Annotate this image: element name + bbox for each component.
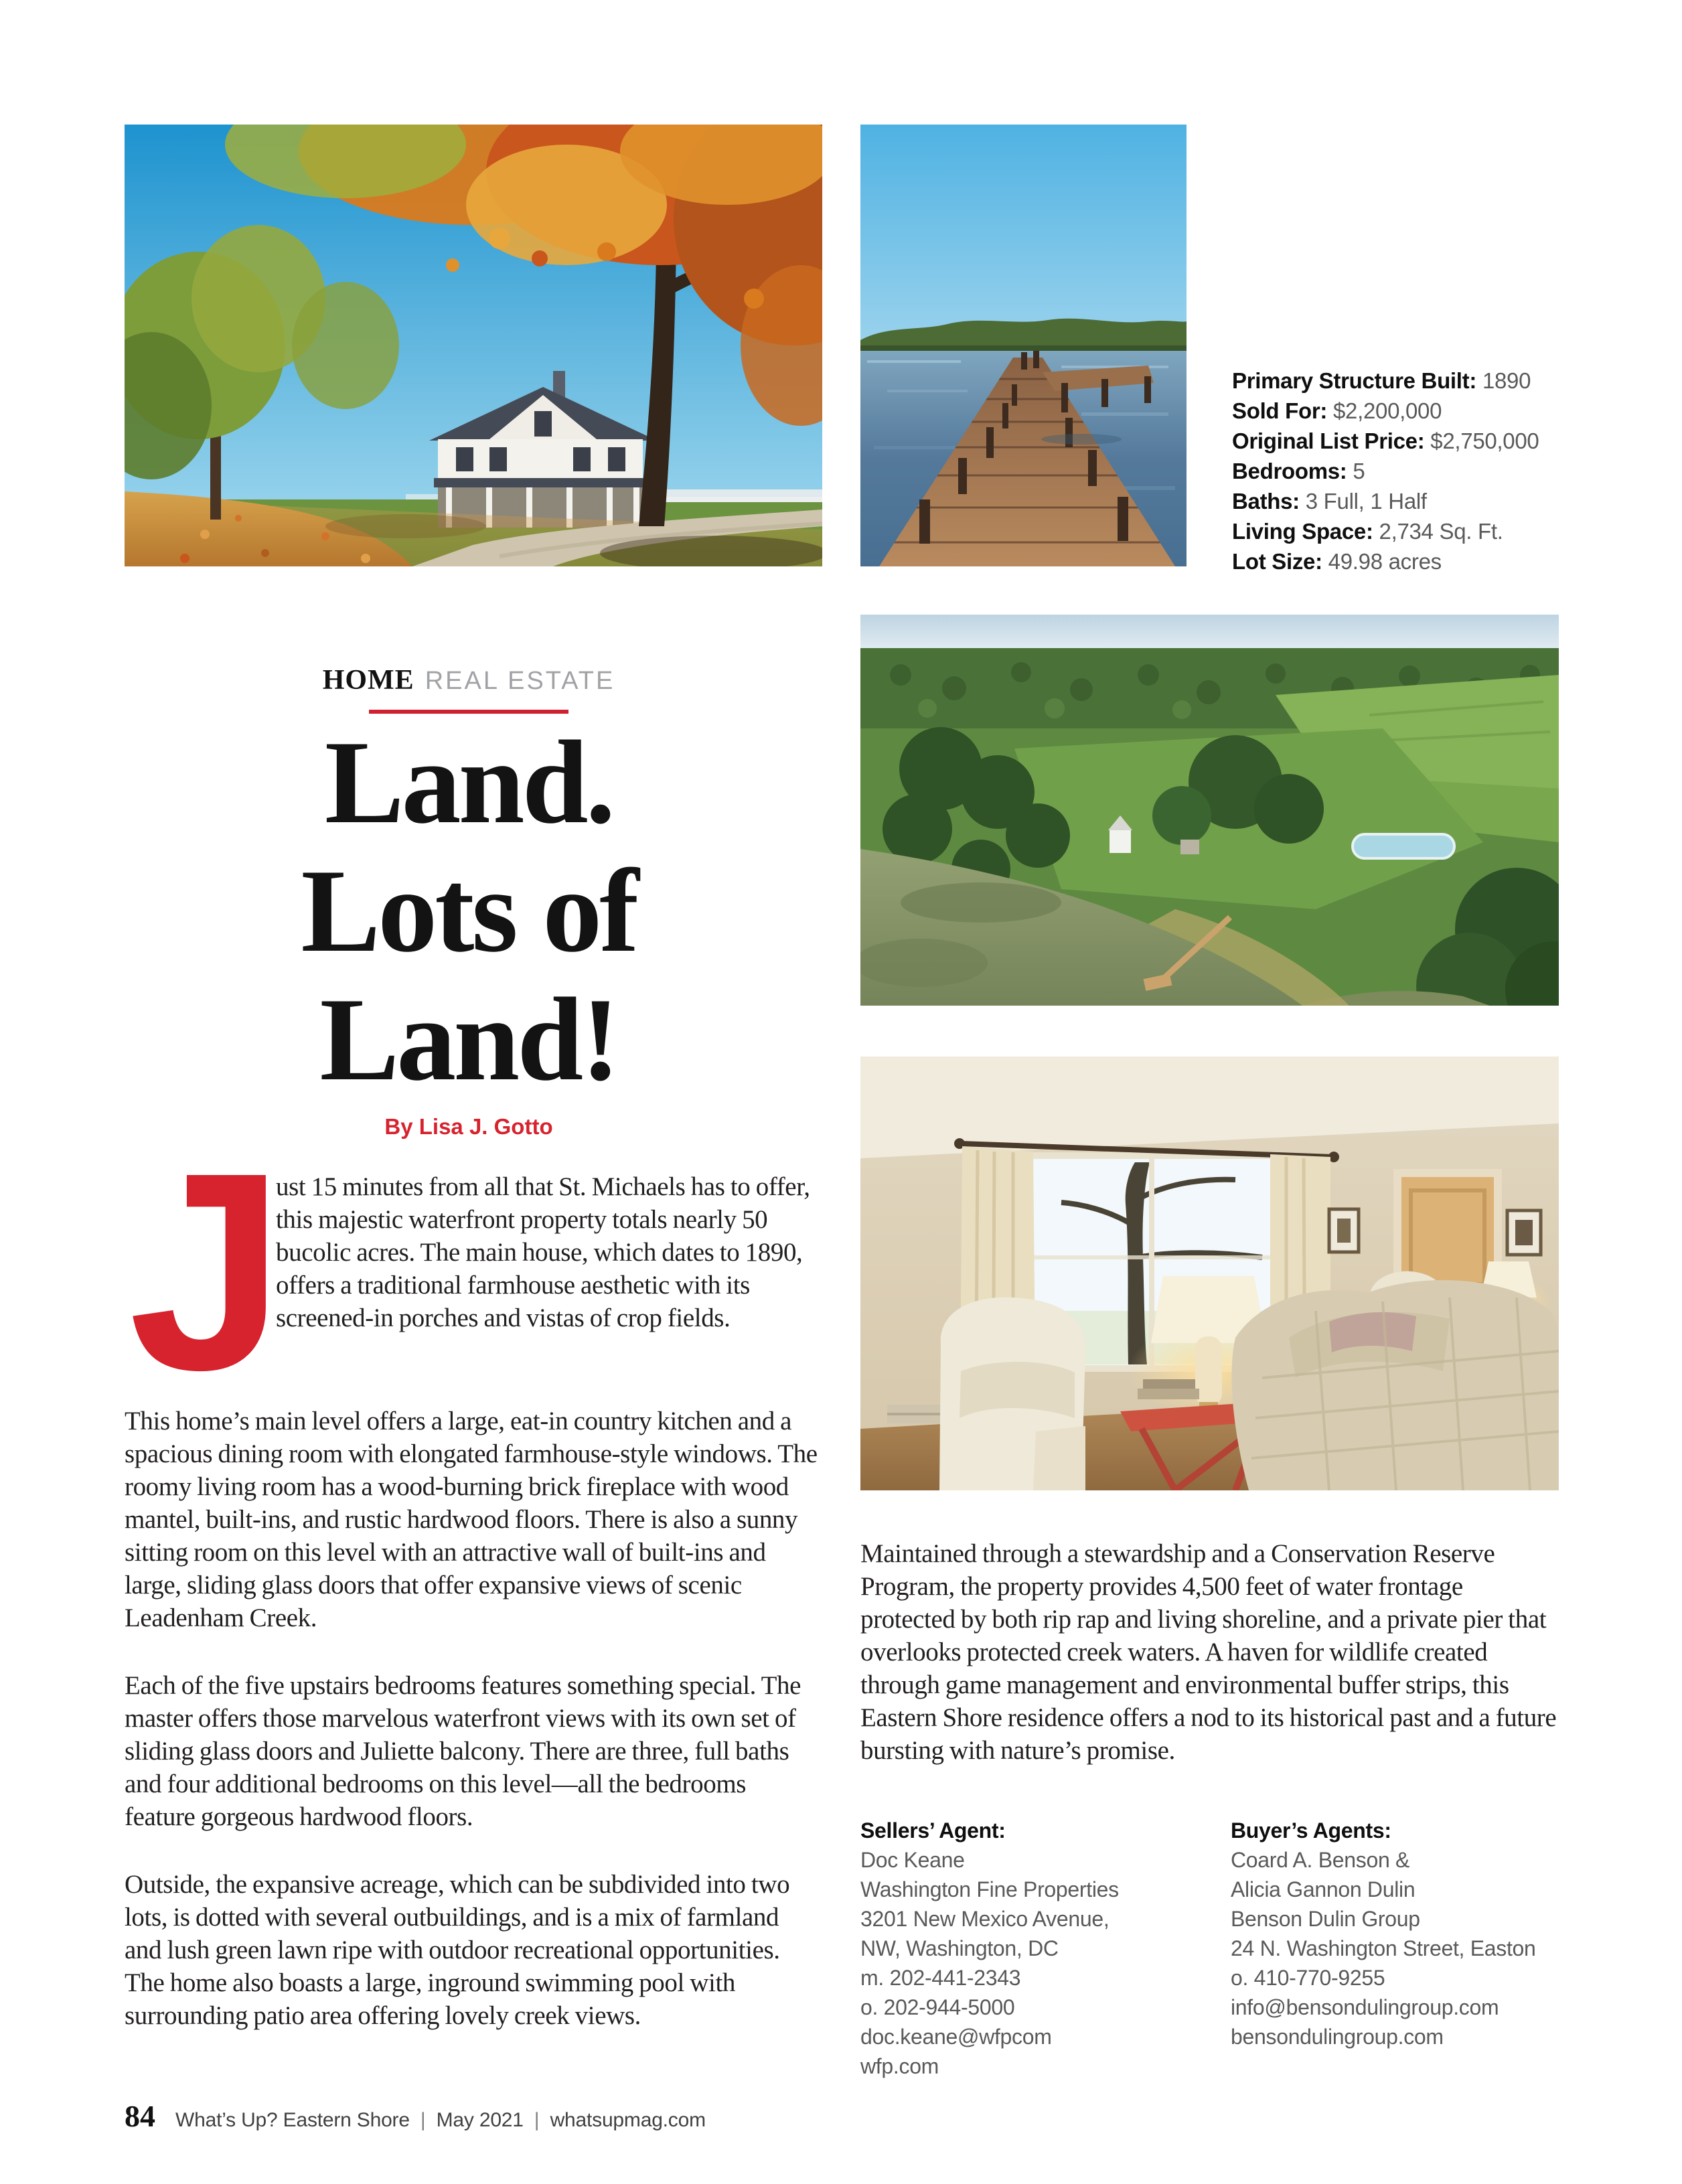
drop-cap: J — [129, 1115, 285, 1429]
title-line-1: Land. — [324, 716, 613, 848]
stat-line — [1232, 366, 1575, 396]
stat-value: 3 Full, 1 Half — [1305, 489, 1427, 514]
plaid-sofa — [1231, 1280, 1559, 1490]
stat-label: Baths: — [1232, 489, 1300, 514]
body-column-left — [125, 1405, 821, 2067]
stat-value: 49.98 acres — [1328, 549, 1442, 574]
living-room-photo — [860, 1057, 1559, 1490]
accent-rule — [369, 710, 568, 714]
aerial-property-photo — [860, 615, 1559, 1006]
stat-label: Primary Structure Built: — [1232, 368, 1477, 393]
buyers-agent-block — [1231, 1816, 1565, 2051]
stat-value: 1890 — [1482, 368, 1531, 393]
agent-line: 3201 New Mexico Avenue, — [860, 1907, 1110, 1931]
sellers-agent-label: Sellers’ Agent: — [860, 1818, 1006, 1843]
pier-illustration — [860, 125, 1187, 566]
stat-line — [1232, 396, 1575, 426]
footer-date: May 2021 — [436, 2109, 524, 2131]
aerial-illustration — [860, 615, 1559, 1006]
stat-label: Sold For: — [1232, 398, 1328, 423]
body-paragraph: This home’s main level offers a large, eat-in country kitchen and a spacious dining room with elongated farmhouse-style windows. The roomy living room has a wood-burning brick fireplace with wood mantel, built-ins, and rustic hardwood floors. There is also a sunny sitting room on this level with an attractive wall of built-ins and large, sliding glass doors that offer expansive views of scenic Leadenham Creek. — [125, 1407, 818, 1632]
agent-line: o. 410-770-9255 — [1231, 1966, 1385, 1990]
stat-label: Living Space: — [1232, 519, 1373, 544]
footer-separator: | — [534, 2109, 540, 2131]
stat-line — [1232, 486, 1575, 516]
farmhouse-autumn-photo — [125, 125, 822, 566]
footer-separator: | — [420, 2109, 426, 2131]
agent-line: Washington Fine Properties — [860, 1877, 1119, 1901]
footer-website: whatsupmag.com — [550, 2109, 706, 2131]
agent-website: bensondulingroup.com — [1231, 2025, 1444, 2049]
farmhouse-autumn-illustration — [125, 125, 822, 566]
body-paragraph: Outside, the expansive acreage, which can be subdivided into two lots, is dotted with several outbuildings, and is a mix of farmland and lush green lawn ripe with outdoor recreational opportunities. The home also boasts a large, inground swimming pool with surrounding patio area offering lovely creek views. — [125, 1870, 790, 2030]
body-paragraph: Each of the five upstairs bedrooms features something special. The master offers those marvelous waterfront views with its own set of sliding glass doors and Juliette balcony. There are three, full baths and four additional bedrooms on this level—all the bedrooms feature gorgeous hardwood floors. — [125, 1671, 801, 1831]
section-eyebrow — [125, 664, 813, 714]
title-line-3: Land! — [319, 973, 618, 1105]
stat-value: $2,750,000 — [1430, 428, 1539, 453]
agent-email: info@bensondulingroup.com — [1231, 1995, 1499, 2019]
article-title — [125, 718, 813, 1103]
agent-line: 24 N. Washington Street, Easton — [1231, 1936, 1536, 1960]
stat-label: Bedrooms: — [1232, 459, 1347, 483]
agent-line: Doc Keane — [860, 1848, 965, 1872]
buyers-agent-label: Buyer’s Agents: — [1231, 1818, 1391, 1843]
stat-value: 5 — [1353, 459, 1365, 483]
stat-value: 2,734 Sq. Ft. — [1379, 519, 1503, 544]
byline: By Lisa J. Gotto — [384, 1114, 553, 1139]
footer-magazine: What’s Up? Eastern Shore — [175, 2109, 410, 2131]
agent-line: Coard A. Benson & — [1231, 1848, 1410, 1872]
agent-line: Benson Dulin Group — [1231, 1907, 1420, 1931]
section-label: HOME — [322, 665, 414, 696]
stat-line — [1232, 426, 1575, 456]
body-column-right: Maintained through a stewardship and a Conservation Reserve Program, the property provides 4,500 feet of water frontage protected by both rip rap and living shoreline, and a private pier that overlooks protected creek waters. A haven for wildlife created through game management and environmental buffer strips, this Eastern Shore residence offers a nod to its historical past and a future bursting with nature’s promise. — [860, 1539, 1557, 1765]
living-room-illustration — [860, 1057, 1559, 1490]
stat-label: Original List Price: — [1232, 428, 1425, 453]
sellers-agent-block — [860, 1816, 1215, 2081]
private-pier-photo — [860, 125, 1187, 566]
stat-line — [1232, 456, 1575, 486]
agent-line: Alicia Gannon Dulin — [1231, 1877, 1416, 1901]
stat-line — [1232, 516, 1575, 546]
stat-line — [1232, 546, 1575, 576]
page-number: 84 — [125, 2099, 155, 2133]
stat-label: Lot Size: — [1232, 549, 1322, 574]
agent-line: o. 202-944-5000 — [860, 1995, 1015, 2019]
lead-paragraph: ust 15 minutes from all that St. Michaels has to offer, this majestic waterfront property totals nearly 50 bucolic acres. The main house, which dates to 1890, offers a traditional farmhouse aesthetic with its screened-in porches and vistas of crop fields. — [276, 1172, 810, 1332]
stat-value: $2,200,000 — [1333, 398, 1442, 423]
white-armchair-left — [939, 1298, 1085, 1490]
title-line-2: Lots of — [301, 844, 637, 977]
category-label: REAL ESTATE — [425, 667, 615, 695]
agent-website: wfp.com — [860, 2054, 939, 2078]
agent-line: m. 202-441-2343 — [860, 1966, 1021, 1990]
page-footer — [125, 2098, 1062, 2134]
agent-email: doc.keane@wfpcom — [860, 2025, 1052, 2049]
property-stats — [1232, 366, 1575, 576]
agent-line: NW, Washington, DC — [860, 1936, 1059, 1960]
